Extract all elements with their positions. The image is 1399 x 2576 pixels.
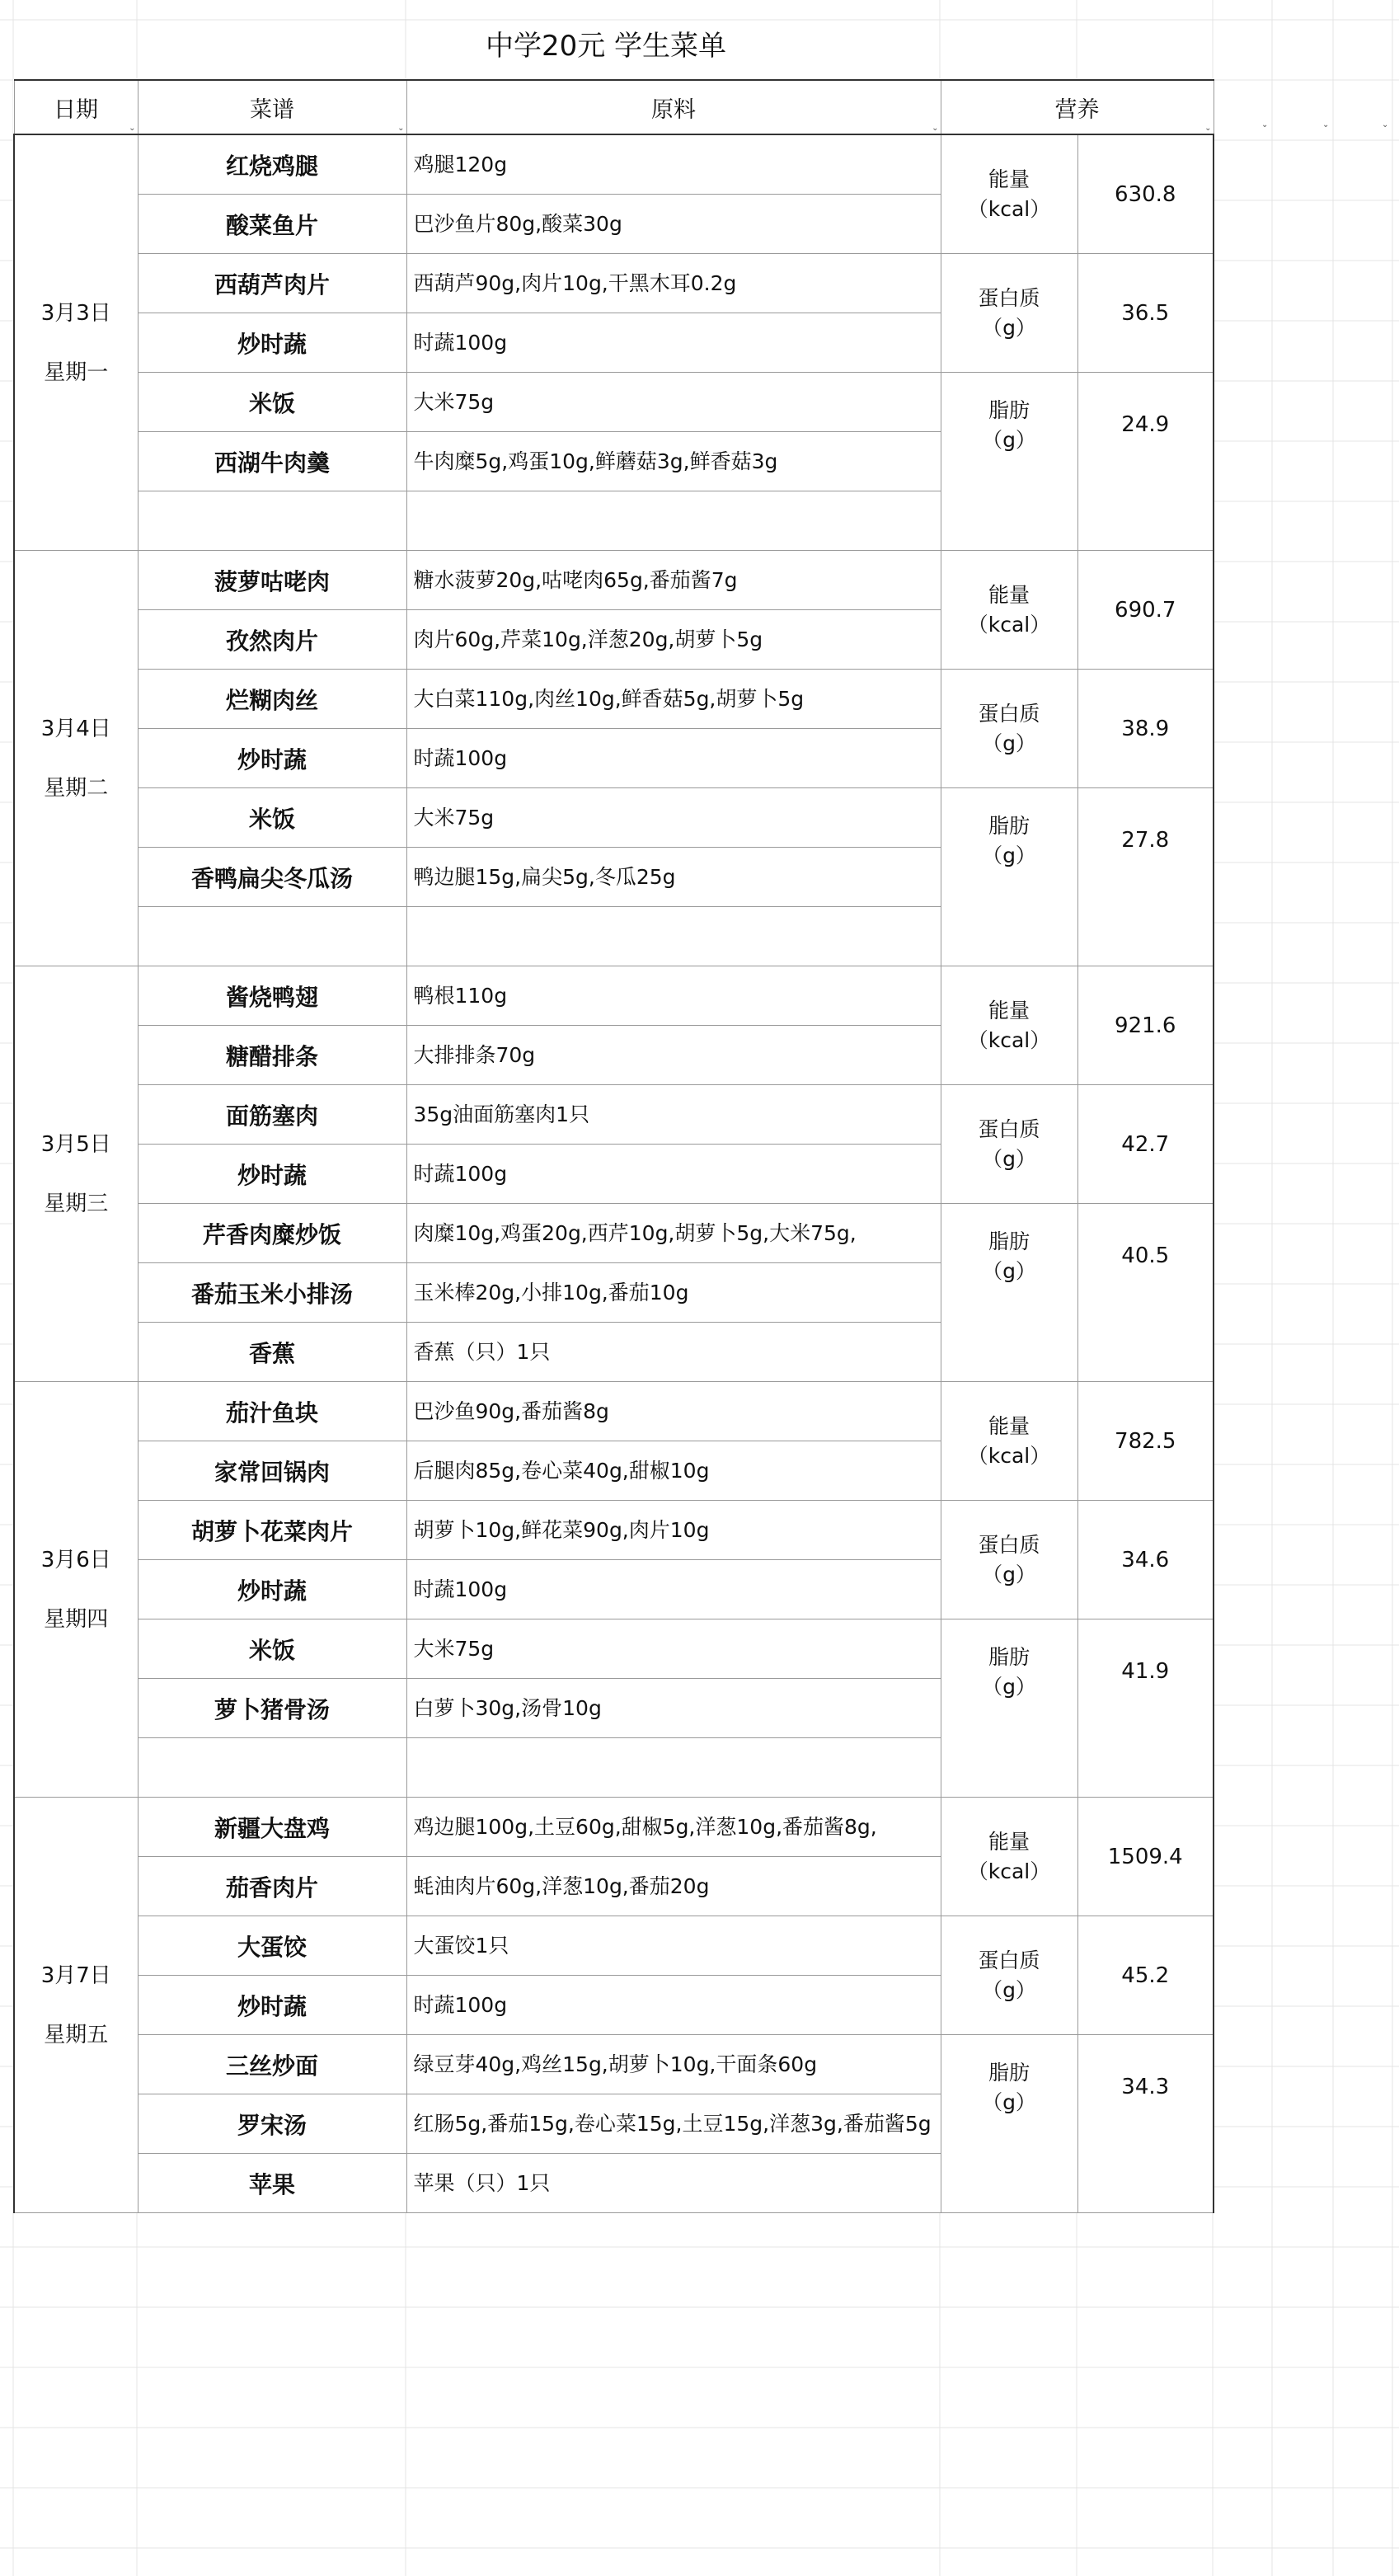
nutrient-label-wrap — [941, 699, 1077, 759]
dish-cell[interactable]: 菠萝咕咾肉 — [138, 551, 406, 610]
nutrient-label-cell[interactable] — [941, 1619, 1077, 1798]
dish-cell[interactable]: 炒时蔬 — [138, 313, 406, 373]
ingredients-cell[interactable]: 白萝卜30g,汤骨10g — [406, 1679, 941, 1738]
nutrient-label-cell[interactable] — [941, 670, 1077, 788]
ingredients-cell[interactable]: 苹果（只）1只 — [406, 2154, 941, 2213]
menu-row — [14, 373, 1214, 432]
nutrient-unit: （g） — [982, 428, 1036, 452]
dish-cell[interactable]: 炒时蔬 — [138, 1976, 406, 2035]
header-ingredients-label: 原料 — [651, 96, 696, 123]
header-dish[interactable] — [138, 80, 406, 134]
dish-cell[interactable]: 米饭 — [138, 373, 406, 432]
nutrient-label-wrap — [941, 1827, 1077, 1887]
ingredients-cell[interactable]: 时蔬100g — [406, 1560, 941, 1619]
dish-cell[interactable]: 米饭 — [138, 788, 406, 848]
ingredients-cell[interactable]: 时蔬100g — [406, 729, 941, 788]
ingredients-cell[interactable] — [406, 491, 941, 551]
nutrient-value-cell[interactable]: 45.2 — [1077, 1916, 1214, 2035]
nutrient-unit: （g） — [982, 1675, 1036, 1699]
nutrient-value-cell[interactable]: 41.9 — [1077, 1619, 1214, 1798]
ingredients-cell[interactable]: 鸡边腿100g,土豆60g,甜椒5g,洋葱10g,番茄酱8g, — [406, 1798, 941, 1857]
filter-arrow-icon[interactable]: ⌄ — [397, 124, 405, 133]
ingredients-cell[interactable]: 35g油面筋塞肉1只 — [406, 1085, 941, 1145]
ingredients-cell[interactable]: 糖水菠萝20g,咕咾肉65g,番茄酱7g — [406, 551, 941, 610]
filter-arrow-icon[interactable]: ⌄ — [1204, 124, 1212, 133]
header-dish-label: 菜谱 — [250, 96, 294, 123]
dish-cell[interactable]: 新疆大盘鸡 — [138, 1798, 406, 1857]
header-date-label: 日期 — [54, 96, 98, 123]
date-label: 3月5日 — [40, 1131, 111, 1157]
dish-cell[interactable] — [138, 907, 406, 966]
dish-cell[interactable] — [138, 1738, 406, 1798]
nutrient-label-wrap — [941, 1204, 1077, 1286]
nutrient-label-wrap — [941, 1530, 1077, 1590]
header-nutrition[interactable] — [941, 80, 1214, 134]
page-title: 中学20元 学生菜单 — [485, 30, 727, 63]
nutrient-unit: （g） — [982, 731, 1036, 755]
dish-cell[interactable]: 苹果 — [138, 2154, 406, 2213]
nutrient-name: 能量 — [988, 1829, 1030, 1854]
ingredients-cell[interactable]: 时蔬100g — [406, 1145, 941, 1204]
nutrient-unit: （g） — [982, 2090, 1036, 2114]
date-cell[interactable] — [14, 966, 138, 1382]
ingredients-cell[interactable]: 玉米棒20g,小排10g,番茄10g — [406, 1263, 941, 1323]
nutrient-label-cell[interactable] — [941, 2035, 1077, 2213]
dish-cell[interactable]: 米饭 — [138, 1619, 406, 1679]
ingredients-cell[interactable]: 大排排条70g — [406, 1026, 941, 1085]
dish-cell[interactable]: 家常回锅肉 — [138, 1441, 406, 1501]
nutrient-unit: （kcal） — [967, 1443, 1051, 1468]
nutrient-name: 蛋白质 — [978, 1948, 1040, 1972]
nutrient-label-wrap — [941, 373, 1077, 455]
dish-cell[interactable]: 酱烧鸭翅 — [138, 966, 406, 1026]
nutrient-label-cell[interactable] — [941, 1204, 1077, 1382]
ingredients-cell[interactable]: 时蔬100g — [406, 1976, 941, 2035]
nutrient-label-wrap — [941, 1946, 1077, 2005]
menu-row — [14, 788, 1214, 848]
nutrient-value-cell[interactable]: 42.7 — [1077, 1085, 1214, 1204]
menu-row — [14, 1204, 1214, 1263]
menu-row — [14, 254, 1214, 313]
weekday-label: 星期三 — [44, 1191, 109, 1216]
ingredients-cell[interactable]: 大白菜110g,肉丝10g,鲜香菇5g,胡萝卜5g — [406, 670, 941, 729]
nutrient-label-wrap — [941, 1619, 1077, 1702]
nutrient-label-cell[interactable] — [941, 134, 1077, 254]
ingredients-cell[interactable]: 蚝油肉片60g,洋葱10g,番茄20g — [406, 1857, 941, 1916]
dish-cell[interactable]: 炒时蔬 — [138, 1145, 406, 1204]
nutrient-value-cell[interactable]: 27.8 — [1077, 788, 1214, 966]
menu-row — [14, 1085, 1214, 1145]
nutrient-value-cell[interactable]: 630.8 — [1077, 134, 1214, 254]
nutrient-value-cell[interactable]: 34.3 — [1077, 2035, 1214, 2213]
nutrient-unit: （g） — [982, 315, 1036, 340]
dish-cell[interactable]: 西湖牛肉羹 — [138, 432, 406, 491]
menu-table — [13, 79, 1214, 2213]
dish-cell[interactable]: 罗宋汤 — [138, 2094, 406, 2154]
dish-cell[interactable] — [138, 491, 406, 551]
nutrient-label-wrap — [941, 996, 1077, 1055]
dish-cell[interactable]: 三丝炒面 — [138, 2035, 406, 2094]
nutrient-name: 能量 — [988, 998, 1030, 1022]
nutrient-label-wrap — [941, 165, 1077, 224]
ingredients-cell[interactable]: 巴沙鱼片80g,酸菜30g — [406, 195, 941, 254]
nutrient-name: 蛋白质 — [978, 701, 1040, 726]
menu-row — [14, 1798, 1214, 1857]
dish-cell[interactable]: 炒时蔬 — [138, 1560, 406, 1619]
nutrient-value-cell[interactable]: 36.5 — [1077, 254, 1214, 373]
nutrient-name: 脂肪 — [988, 1229, 1030, 1253]
nutrient-label-cell[interactable] — [941, 1798, 1077, 1916]
nutrient-unit: （g） — [982, 1977, 1036, 2002]
nutrient-unit: （kcal） — [967, 196, 1051, 221]
menu-row — [14, 1382, 1214, 1441]
dish-cell[interactable]: 孜然肉片 — [138, 610, 406, 670]
date-cell[interactable] — [14, 1382, 138, 1798]
weekday-label: 星期五 — [44, 2022, 109, 2047]
ingredients-cell[interactable]: 绿豆芽40g,鸡丝15g,胡萝卜10g,干面条60g — [406, 2035, 941, 2094]
nutrient-unit: （g） — [982, 1562, 1036, 1586]
nutrient-unit: （kcal） — [967, 1859, 1051, 1883]
nutrient-value-cell[interactable]: 690.7 — [1077, 551, 1214, 670]
menu-row — [14, 966, 1214, 1026]
ingredients-cell[interactable]: 鸭根110g — [406, 966, 941, 1026]
ingredients-cell[interactable]: 胡萝卜10g,鲜花菜90g,肉片10g — [406, 1501, 941, 1560]
nutrient-name: 蛋白质 — [978, 1532, 1040, 1557]
dish-cell[interactable]: 面筋塞肉 — [138, 1085, 406, 1145]
dish-cell[interactable]: 香蕉 — [138, 1323, 406, 1382]
dish-cell[interactable]: 西葫芦肉片 — [138, 254, 406, 313]
nutrient-unit: （g） — [982, 1146, 1036, 1171]
nutrient-label-cell[interactable] — [941, 966, 1077, 1085]
filter-arrow-icon[interactable]: ⌄ — [129, 124, 136, 133]
menu-row — [14, 2035, 1214, 2094]
ingredients-cell[interactable]: 红肠5g,番茄15g,卷心菜15g,土豆15g,洋葱3g,番茄酱5g — [406, 2094, 941, 2154]
ingredients-cell[interactable]: 大米75g — [406, 788, 941, 848]
nutrient-value-cell[interactable]: 40.5 — [1077, 1204, 1214, 1382]
nutrient-value-cell[interactable]: 921.6 — [1077, 966, 1214, 1085]
dish-cell[interactable]: 萝卜猪骨汤 — [138, 1679, 406, 1738]
ingredients-cell[interactable]: 巴沙鱼90g,番茄酱8g — [406, 1382, 941, 1441]
nutrient-name: 蛋白质 — [978, 285, 1040, 310]
nutrient-name: 能量 — [988, 167, 1030, 191]
menu-row — [14, 551, 1214, 610]
dish-cell[interactable]: 茄香肉片 — [138, 1857, 406, 1916]
nutrient-label-wrap — [941, 788, 1077, 871]
weekday-label: 星期一 — [44, 360, 109, 385]
dish-cell[interactable]: 烂糊肉丝 — [138, 670, 406, 729]
dish-cell[interactable]: 芹香肉糜炒饭 — [138, 1204, 406, 1263]
nutrient-name: 能量 — [988, 1413, 1030, 1438]
nutrient-unit: （g） — [982, 1259, 1036, 1283]
dish-cell[interactable]: 炒时蔬 — [138, 729, 406, 788]
nutrient-label-cell[interactable] — [941, 254, 1077, 373]
nutrient-value-cell[interactable]: 34.6 — [1077, 1501, 1214, 1619]
header-ingredients[interactable] — [406, 80, 941, 134]
nutrient-name: 脂肪 — [988, 2061, 1030, 2085]
nutrient-label-wrap — [941, 1115, 1077, 1174]
ingredients-cell[interactable]: 时蔬100g — [406, 313, 941, 373]
header-row — [14, 80, 1214, 134]
nutrient-value-cell[interactable]: 38.9 — [1077, 670, 1214, 788]
menu-row — [14, 134, 1214, 195]
ingredients-cell[interactable]: 西葫芦90g,肉片10g,干黑木耳0.2g — [406, 254, 941, 313]
ingredients-cell[interactable]: 牛肉糜5g,鸡蛋10g,鲜蘑菇3g,鲜香菇3g — [406, 432, 941, 491]
nutrient-label-wrap — [941, 2035, 1077, 2118]
header-date[interactable] — [14, 80, 138, 134]
column-filter-arrow-icon[interactable]: ⌄ — [1261, 120, 1269, 129]
ingredients-cell[interactable]: 大米75g — [406, 373, 941, 432]
weekday-label: 星期二 — [44, 775, 109, 801]
nutrient-name: 脂肪 — [988, 814, 1030, 838]
ingredients-cell[interactable] — [406, 907, 941, 966]
date-cell[interactable] — [14, 551, 138, 966]
nutrient-value-cell[interactable]: 782.5 — [1077, 1382, 1214, 1501]
date-label: 3月4日 — [40, 716, 111, 741]
nutrient-unit: （kcal） — [967, 1027, 1051, 1052]
dish-cell[interactable]: 番茄玉米小排汤 — [138, 1263, 406, 1323]
dish-cell[interactable]: 香鸭扁尖冬瓜汤 — [138, 848, 406, 907]
dish-cell[interactable]: 茄汁鱼块 — [138, 1382, 406, 1441]
date-cell[interactable] — [14, 134, 138, 551]
date-label: 3月7日 — [40, 1963, 111, 1988]
nutrient-value-cell[interactable]: 24.9 — [1077, 373, 1214, 551]
dish-cell[interactable]: 大蛋饺 — [138, 1916, 406, 1976]
nutrient-label-cell[interactable] — [941, 788, 1077, 966]
nutrient-label-cell[interactable] — [941, 1382, 1077, 1501]
dish-cell[interactable]: 酸菜鱼片 — [138, 195, 406, 254]
ingredients-cell[interactable] — [406, 1738, 941, 1798]
column-filter-arrow-icon[interactable]: ⌄ — [1322, 120, 1330, 129]
nutrient-name: 蛋白质 — [978, 1116, 1040, 1141]
nutrient-label-cell[interactable] — [941, 373, 1077, 551]
header-nutrition-label: 营养 — [1054, 96, 1100, 123]
nutrient-value-cell[interactable]: 1509.4 — [1077, 1798, 1214, 1916]
filter-arrow-icon[interactable]: ⌄ — [932, 124, 939, 133]
dish-cell[interactable]: 红烧鸡腿 — [138, 134, 406, 195]
nutrient-name: 能量 — [988, 582, 1030, 607]
weekday-label: 星期四 — [44, 1606, 109, 1632]
nutrient-label-cell[interactable] — [941, 551, 1077, 670]
ingredients-cell[interactable]: 鸭边腿15g,扁尖5g,冬瓜25g — [406, 848, 941, 907]
dish-cell[interactable]: 糖醋排条 — [138, 1026, 406, 1085]
menu-row — [14, 670, 1214, 729]
ingredients-cell[interactable]: 香蕉（只）1只 — [406, 1323, 941, 1382]
ingredients-cell[interactable]: 肉片60g,芹菜10g,洋葱20g,胡萝卜5g — [406, 610, 941, 670]
date-label: 3月6日 — [40, 1547, 111, 1572]
nutrient-label-cell[interactable] — [941, 1916, 1077, 2035]
nutrient-name: 脂肪 — [988, 1645, 1030, 1669]
nutrient-label-wrap — [941, 581, 1077, 640]
nutrient-unit: （g） — [982, 844, 1036, 867]
dish-cell[interactable]: 胡萝卜花菜肉片 — [138, 1501, 406, 1560]
nutrient-label-wrap — [941, 284, 1077, 343]
ingredients-cell[interactable]: 后腿肉85g,卷心菜40g,甜椒10g — [406, 1441, 941, 1501]
nutrient-label-cell[interactable] — [941, 1501, 1077, 1619]
ingredients-cell[interactable]: 肉糜10g,鸡蛋20g,西芹10g,胡萝卜5g,大米75g, — [406, 1204, 941, 1263]
nutrient-label-wrap — [941, 1412, 1077, 1471]
menu-row — [14, 1501, 1214, 1560]
date-label: 3月3日 — [40, 300, 111, 326]
ingredients-cell[interactable]: 鸡腿120g — [406, 134, 941, 195]
date-cell[interactable] — [14, 1798, 138, 2213]
menu-row — [14, 1619, 1214, 1679]
menu-row — [14, 1916, 1214, 1976]
nutrient-label-cell[interactable] — [941, 1085, 1077, 1204]
nutrient-unit: （kcal） — [967, 612, 1051, 637]
nutrient-name: 脂肪 — [988, 398, 1030, 422]
ingredients-cell[interactable]: 大蛋饺1只 — [406, 1916, 941, 1976]
ingredients-cell[interactable]: 大米75g — [406, 1619, 941, 1679]
column-filter-arrow-icon[interactable]: ⌄ — [1382, 120, 1389, 129]
